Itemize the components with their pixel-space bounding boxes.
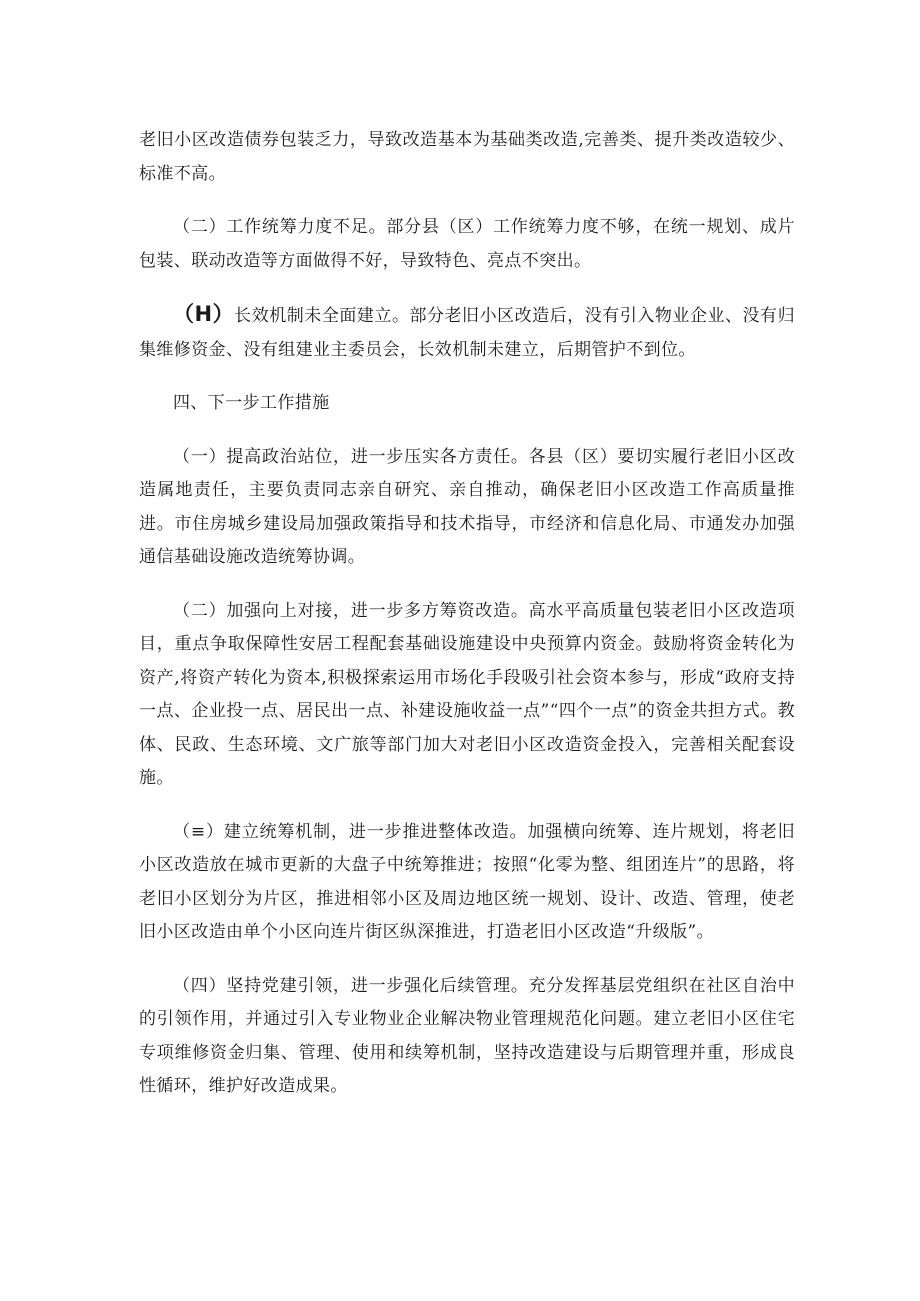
paragraph-measure-2: （二）加强向上对接，进一步多方筹资改造。高水平高质量包装老旧小区改造项目，重点争取保障性安居工程配套基础设施建设中央预算内资金。鼓励将资金转化为资产,将资产转化为资本,积极探索运用市场化手段吸引社会资本参与，形成“政府支持一点、企业投一点、居民出一点、补建设施收益一点”“四个一点”的资金共担方式。教体、民政、生态环境、文广旅等部门加大对老旧小区改造资金投入，完善相关配套设施。 (139, 600, 795, 788)
paragraph-continuation: 老旧小区改造债券包装乏力，导致改造基本为基础类改造,完善类、提升类改造较少、标准不高。 (139, 130, 795, 184)
paragraph-measure-3: （≡）建立统筹机制，进一步推进整体改造。加强横向统筹、连片规划，将老旧小区改造放在城市更新的大盘子中统筹推进；按照“化零为整、组团连片”的思路，将老旧小区划分为片区，推进相邻小区及周边地区统一规划、设计、改造、管理，使老旧小区改造由单个小区向连片街区纵深推进，打造老旧小区改造“升级版”。 (139, 821, 795, 942)
paragraph-text: 长效机制未全面建立。部分老旧小区改造后，没有引入物业企业、没有归集维修资金、没有组建业主委员会，长效机制未建立，后期管护不到位。 (139, 306, 795, 360)
document-body (139, 124, 795, 1124)
paragraph-measure-1: （一）提高政治站位，进一步压实各方责任。各县（区）要切实履行老旧小区改造属地责任，主要负责同志亲自研究、亲自推动，确保老旧小区改造工作高质量推进。市住房城乡建设局加强政策指导和技术指导，市经济和信息化局、市通发办加强通信基础设施改造统筹协调。 (139, 446, 795, 567)
paragraph-problem-3 (139, 298, 795, 367)
section-heading: 四、下一步工作措施 (173, 393, 330, 413)
paragraph-label: （H） (173, 302, 235, 326)
paragraph-problem-2: （二）工作统筹力度不足。部分县（区）工作统筹力度不够，在统一规划、成片包装、联动改造等方面做得不好，导致特色、亮点不突出。 (139, 217, 795, 271)
paragraph-measure-4: （四）坚持党建引领，进一步强化后续管理。充分发挥基层党组织在社区自治中的引领作用，并通过引入专业物业企业解决物业管理规范化问题。建立老旧小区住宅专项维修资金归集、管理、使用和续筹机制，坚持改造建设与后期管理并重，形成良性循环，维护好改造成果。 (139, 975, 795, 1096)
